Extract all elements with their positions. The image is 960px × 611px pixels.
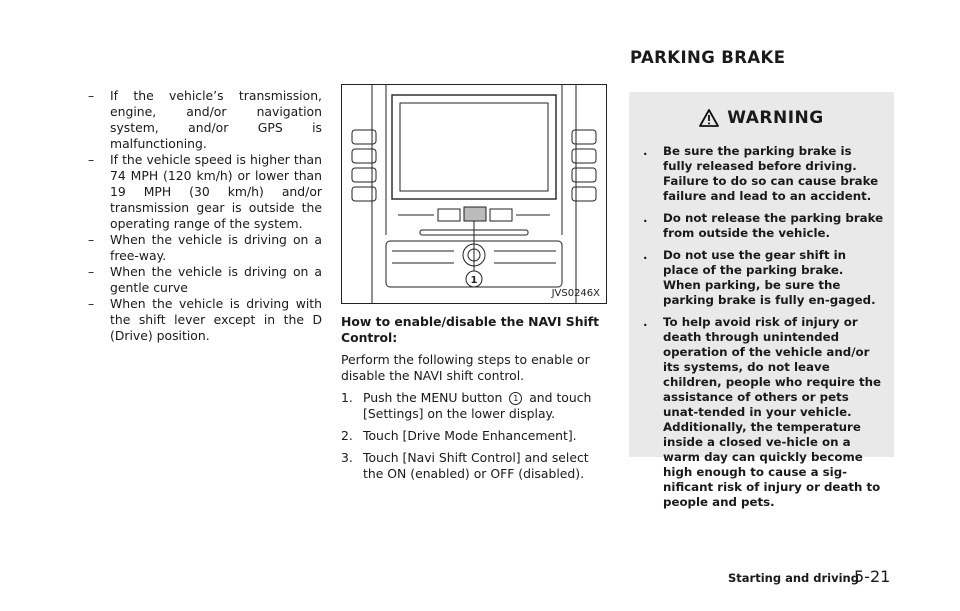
- center-console-drawing: [342, 85, 606, 303]
- console-illustration: [341, 84, 607, 304]
- figure-code: JVS0246X: [551, 288, 600, 299]
- bullet: .: [643, 315, 648, 329]
- section-title: PARKING BRAKE: [630, 48, 786, 67]
- condition-item: [88, 232, 322, 264]
- warning-box: [629, 92, 894, 509]
- callout-1-icon: 1: [509, 392, 522, 405]
- bullet: .: [643, 144, 648, 158]
- step-text: Push the MENU button: [363, 390, 503, 405]
- condition-text: If the vehicle speed is higher than 74 MPH (120 km/h) or lower than 19 MPH (30 km/h) and/or transmission gear is outside the operating range of the system.: [110, 152, 322, 231]
- condition-item: [88, 296, 322, 344]
- warning-text: To help avoid risk of injury or death through unintended operation of the vehicle and/or its systems, do not leave children, people who require the assistance of others or pets unat-tended in your vehicle. Additionally, the temperature inside a closed ve-hicle on a warm day can quickly become high enough to cause a sig-nificant risk of injury or death to people and pets.: [663, 315, 882, 509]
- warning-text: Do not release the parking brake from outside the vehicle.: [663, 211, 884, 240]
- warning-triangle-icon: [699, 109, 719, 127]
- bullet: .: [643, 248, 648, 262]
- condition-text: When the vehicle is driving with the shift lever except in the D (Drive) position.: [110, 296, 322, 343]
- dash-bullet: –: [88, 152, 95, 167]
- condition-item: [88, 88, 322, 152]
- dash-bullet: –: [88, 296, 95, 311]
- warning-text: Do not use the gear shift in place of the parking brake. When parking, be sure the parking brake is fully en-gaged.: [663, 248, 876, 307]
- step-text: and touch [Settings] on the lower display.: [363, 390, 592, 421]
- step-text: Touch [Drive Mode Enhancement].: [363, 428, 577, 443]
- dash-bullet: –: [88, 88, 95, 103]
- warning-item: [639, 315, 884, 510]
- step-number: 1.: [341, 390, 353, 405]
- warning-item: [639, 248, 884, 308]
- dash-bullet: –: [88, 232, 95, 247]
- navi-intro: Perform the following steps to enable or disable the NAVI shift control.: [341, 352, 590, 383]
- condition-text: If the vehicle’s transmission, engine, and/or navigation system, and/or GPS is malfunctioning.: [110, 88, 322, 151]
- warning-header: [639, 108, 884, 128]
- callout-1-marker: [466, 271, 482, 287]
- step-number: 2.: [341, 428, 353, 443]
- step-item: [341, 390, 607, 422]
- step-item: [341, 450, 607, 482]
- condition-item: [88, 264, 322, 296]
- condition-text: When the vehicle is driving on a free-way.: [110, 232, 322, 263]
- navi-heading: How to enable/disable the NAVI Shift Control:: [341, 314, 600, 345]
- warning-item: [639, 144, 884, 204]
- warning-item: [639, 211, 884, 241]
- warning-text: Be sure the parking brake is fully released before driving. Failure to do so can cause brake failure and lead to an accident.: [663, 144, 879, 203]
- bullet: .: [643, 211, 648, 225]
- step-number: 3.: [341, 450, 353, 465]
- step-item: [341, 428, 607, 444]
- condition-text: When the vehicle is driving on a gentle curve: [110, 264, 322, 295]
- navi-shift-section: [341, 314, 607, 488]
- page-number: 5-21: [854, 567, 891, 586]
- step-text: Touch [Navi Shift Control] and select the ON (enabled) or OFF (disabled).: [363, 450, 589, 481]
- dash-bullet: –: [88, 264, 95, 279]
- footer-section-name: Starting and driving: [728, 571, 859, 585]
- condition-item: [88, 152, 322, 232]
- callout-number: 1: [470, 275, 478, 286]
- warning-title: WARNING: [727, 108, 824, 128]
- conditions-list: [88, 88, 322, 344]
